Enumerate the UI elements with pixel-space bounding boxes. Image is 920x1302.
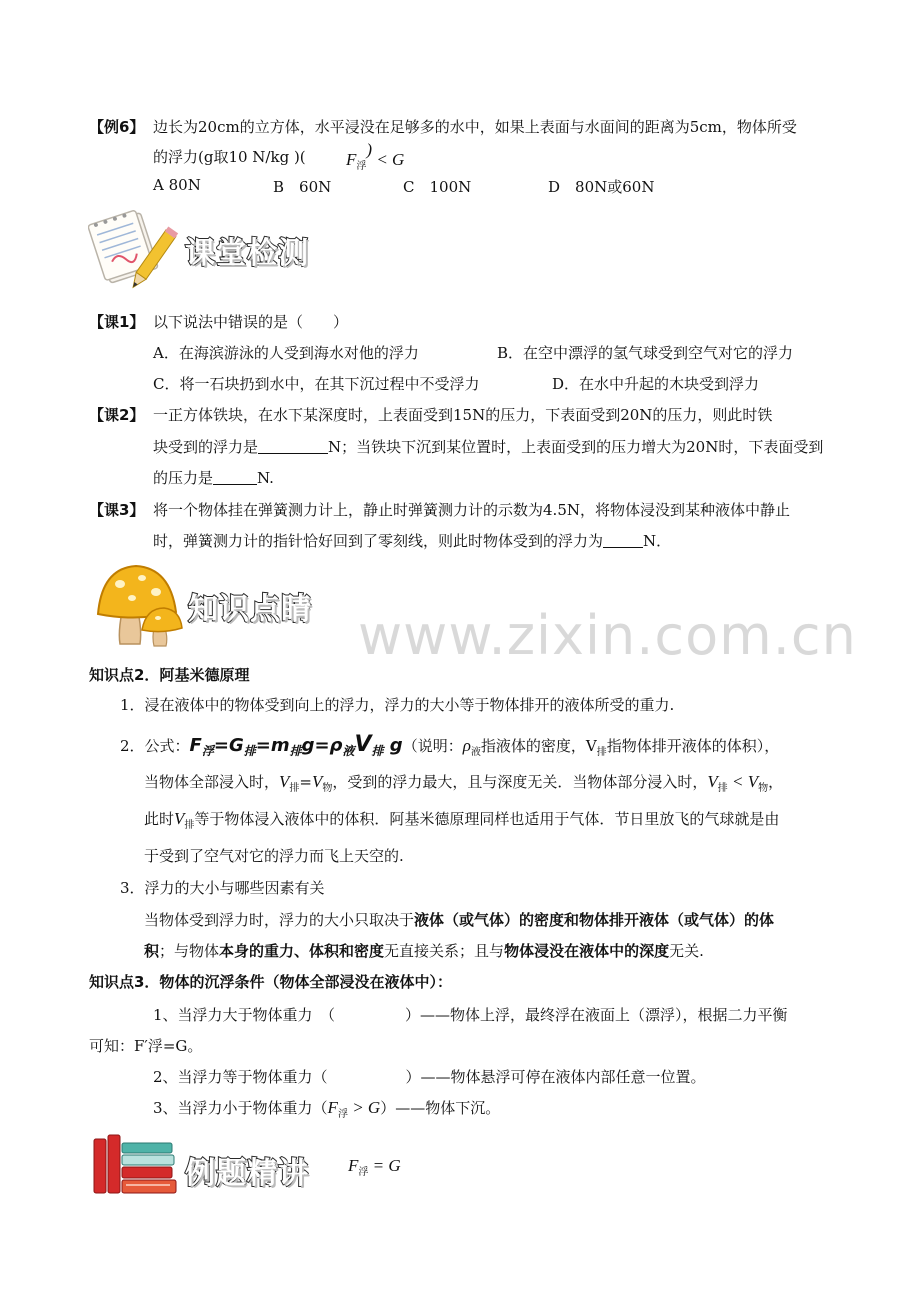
kp2-line5: 于受到了空气对它的浮力而飞上天空的.: [144, 847, 404, 865]
q3-blank[interactable]: [603, 533, 643, 548]
section3-formula: $F_浮 = G$: [348, 1156, 401, 1178]
watermark: www.zixin.com.cn: [358, 604, 857, 667]
section-title-class-test: 课堂检测: [185, 236, 309, 271]
q2-label: 【课2】: [89, 406, 145, 424]
q2-blank-2[interactable]: [213, 470, 257, 485]
example6-line1: 边长为20cm的立方体，水平浸没在足够多的水中，如果上表面与水面间的距离为5cm，物体所受: [153, 118, 797, 136]
q3-label: 【课3】: [89, 501, 145, 519]
kp3-cond3: 3、当浮力小于物体重力（$F_浮$ > G）——物体下沉。: [153, 1098, 501, 1120]
q1-option-d: D．在水中升起的木块受到浮力: [552, 375, 760, 393]
example6-option-d: D 80N或60N: [548, 178, 655, 196]
q2-line2: 块受到的浮力是 N；当铁块下沉到某位置时，上表面受到的压力增大为20N时，下表面受到: [153, 438, 824, 456]
kp2-line8: 积；与物体本身的重力、体积和密度无直接关系；且与物体浸没在液体中的深度无关.: [144, 942, 704, 960]
example6-option-b: B 60N: [273, 178, 332, 196]
archimedes-formula: $F_浮=G_排=m_排g=\rho_液V_排$ g: [189, 732, 403, 758]
notepad-pencil-icon: [88, 206, 180, 296]
kp3-cond1: 1、当浮力大于物体重力 （ ）——物体上浮，最终浮在液面上（漂浮），根据二力平衡: [153, 1006, 788, 1024]
mushroom-icon: [92, 562, 184, 652]
kp3-title: 知识点3．物体的沉浮条件（物体全部浸没在液体中）：: [89, 973, 452, 991]
q2-blank-1[interactable]: [258, 439, 328, 454]
kp2-line7: 当物体受到浮力时，浮力的大小只取决于液体（或气体）的密度和物体排开液体（或气体）的体: [144, 911, 775, 929]
kp3-cond1-cont: 可知：F′浮=G。: [89, 1037, 203, 1055]
q3-line1: 将一个物体挂在弹簧测力计上，静止时弹簧测力计的示数为4.5N，将物体浸没到某种液体中静止: [153, 501, 790, 519]
kp2-item1: 1．浸在液体中的物体受到向上的浮力，浮力的大小等于物体排开的液体所受的重力.: [120, 696, 675, 714]
example6-option-c: C 100N: [403, 178, 472, 196]
q1-option-c: C．将一石块扔到水中，在其下沉过程中不受浮力: [153, 375, 480, 393]
kp2-item2: 2．公式：$F_浮=G_排=m_排g=\rho_液V_排$ g（说明：$\rho_液$指液体的密度，$V_排$指物体排开液体的体积），: [120, 732, 780, 758]
q3-line2: 时，弹簧测力计的指针恰好回到了零刻线，则此时物体受到的浮力为 N．: [153, 532, 672, 550]
kp2-item3: 3．浮力的大小与哪些因素有关: [120, 879, 325, 897]
example6-label: 【例6】: [89, 118, 145, 136]
section-title-knowledge: 知识点睛: [188, 592, 312, 627]
kp2-line3: 当物体全部浸入时，$V_排=V_物$，受到的浮力最大，且与深度无关．当物体部分浸入时，$V_排 < V_物$，: [144, 772, 784, 794]
section-title-example-explained: 例题精讲: [185, 1156, 309, 1191]
books-icon: [90, 1133, 180, 1197]
kp3-cond2: 2、当浮力等于物体重力（ ）——物体悬浮可停在液体内部任意一位置。: [153, 1068, 706, 1086]
example6-inline-formula: $F_浮) < G$: [346, 140, 405, 172]
q2-line3: 的压力是 N.: [153, 469, 274, 487]
kp2-line4: 此时$V_排$等于物体浸入液体中的体积．阿基米德原理同样也适用于气体．节日里放飞的气球就是由: [144, 809, 780, 831]
q1-option-a: A．在海滨游泳的人受到海水对他的浮力: [153, 344, 419, 362]
q2-line1: 一正方体铁块，在水下某深度时，上表面受到15N的压力，下表面受到20N的压力，则此时铁: [153, 406, 773, 424]
q1-label: 【课1】: [89, 313, 145, 331]
example6-option-a: A 80N: [153, 176, 201, 194]
example6-line2: 的浮力(g取10 N/kg )(: [153, 148, 306, 166]
kp2-title: 知识点2．阿基米德原理: [89, 666, 250, 684]
q1-option-b: B．在空中漂浮的氢气球受到空气对它的浮力: [497, 344, 794, 362]
q1-stem: 以下说法中错误的是（ ）: [153, 313, 349, 331]
